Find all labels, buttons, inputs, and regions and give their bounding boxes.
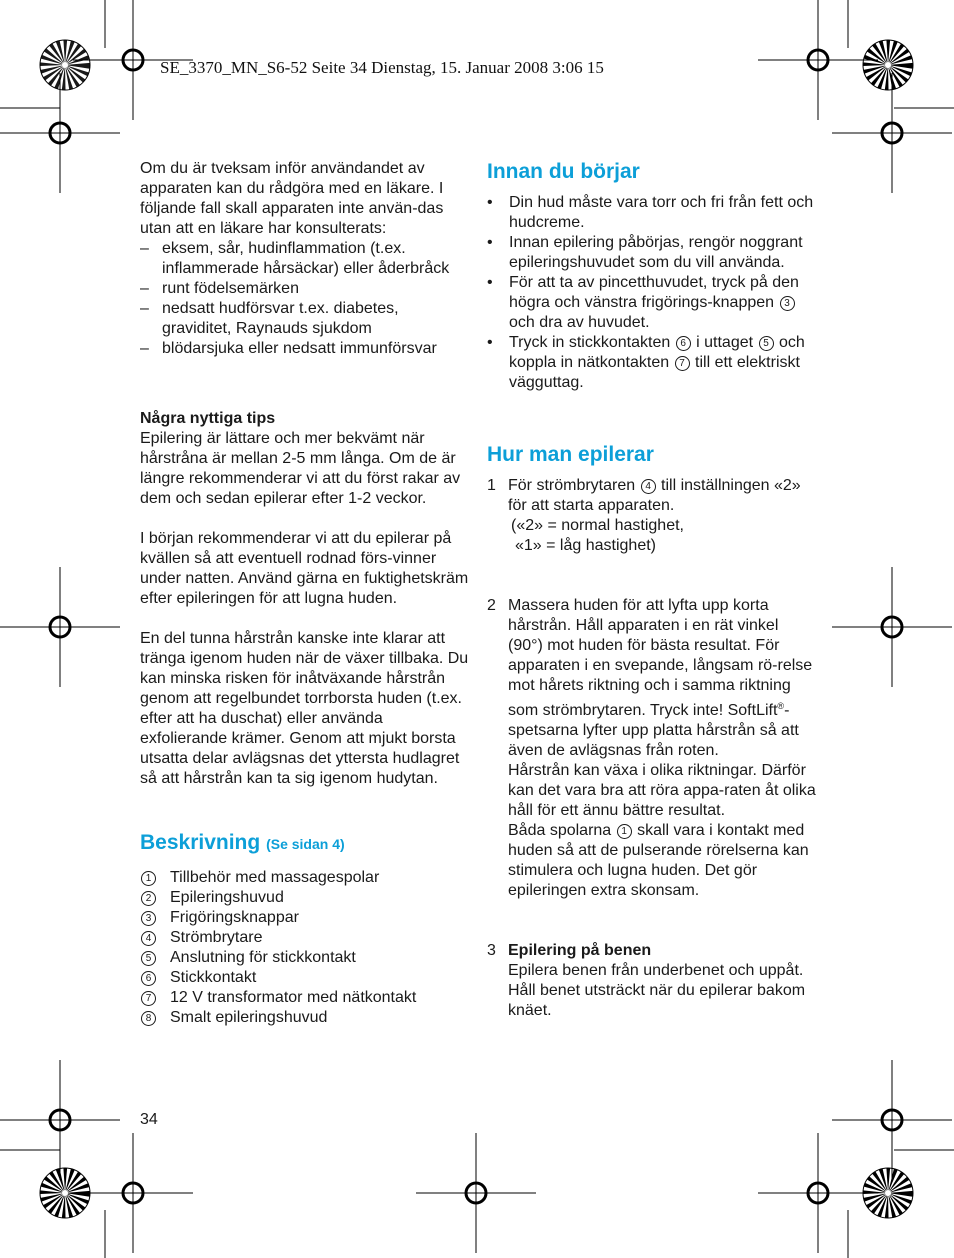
part-item bbox=[140, 928, 470, 948]
crosshair-mark bbox=[758, 1133, 878, 1253]
part-number: 6 bbox=[141, 971, 156, 986]
step-number: 1 bbox=[487, 477, 496, 494]
tips-paragraph-1: Epilering är lättare och mer bekvämt när hårstråna är mellan 2-5 mm långa. Om de är längre rekommenderar vi att du först rakar av dem och sedan epilerar efter 1-2 veckor. bbox=[140, 430, 461, 507]
crosshair-mark bbox=[0, 567, 120, 687]
part-number: 1 bbox=[141, 871, 156, 886]
bullet-item: • Din hud måste vara torr och fri från fett och hudcreme. bbox=[487, 193, 817, 233]
crosshair-mark bbox=[832, 1060, 952, 1180]
part-ref: 4 bbox=[641, 479, 656, 494]
left-column bbox=[140, 159, 470, 1028]
part-label: 12 V transformator med nätkontakt bbox=[170, 989, 417, 1006]
step-text: -spetsarna lyfter upp platta hårstrån så att även de avlägsnas från roten. bbox=[508, 702, 799, 759]
part-item bbox=[140, 988, 470, 1008]
part-item bbox=[140, 868, 470, 888]
bullet-item bbox=[487, 273, 817, 333]
crosshair-mark bbox=[0, 73, 120, 193]
part-number: 5 bbox=[141, 951, 156, 966]
how-to-epilate-title: Hur man epilerar bbox=[487, 443, 654, 466]
part-item bbox=[140, 888, 470, 908]
part-ref: 3 bbox=[780, 296, 795, 311]
step-text: Hårstrån kan växa i olika riktningar. Därför kan det vara bra att röra appa-raten åt olika håll för ett ännu bättre resultat. bbox=[508, 762, 816, 819]
part-ref: 5 bbox=[759, 336, 774, 351]
condition-item: – nedsatt hudförsvar t.ex. diabetes, graviditet, Raynauds sjukdom bbox=[140, 299, 470, 339]
bullet-text: i uttaget bbox=[696, 334, 754, 351]
part-item bbox=[140, 908, 470, 928]
before-you-start-list bbox=[487, 193, 817, 393]
part-label: Anslutning för stickkontakt bbox=[170, 949, 356, 966]
part-number: 4 bbox=[141, 931, 156, 946]
step-text: För strömbrytaren bbox=[508, 477, 636, 494]
description-title bbox=[140, 830, 470, 857]
step-number: 3 bbox=[487, 942, 496, 959]
part-label: Tillbehör med massagespolar bbox=[170, 869, 380, 886]
bullet-text: och dra av huvudet. bbox=[509, 314, 650, 331]
step-text bbox=[508, 821, 817, 901]
bullet-text: till ett elektriskt vägguttag. bbox=[509, 354, 800, 391]
bullet-text: och koppla in nätkontakten bbox=[509, 334, 805, 371]
part-label: Strömbrytare bbox=[170, 929, 263, 946]
condition-item: – eksem, sår, hudinflammation (t.ex. inflammerade hårsäckar) eller åderbråck bbox=[140, 239, 470, 279]
part-number: 7 bbox=[141, 991, 156, 1006]
part-label: Smalt epileringshuvud bbox=[170, 1009, 328, 1026]
step-number: 2 bbox=[487, 597, 496, 614]
part-ref: 1 bbox=[617, 824, 632, 839]
part-item bbox=[140, 968, 470, 988]
crosshair-mark bbox=[832, 73, 952, 193]
step-text: Epilera benen från underbenet och uppåt. Håll benet utsträckt när du epilerar bakom knäet. bbox=[508, 962, 806, 1019]
parts-list bbox=[140, 868, 470, 1028]
conditions-list bbox=[140, 239, 470, 359]
page-number: 34 bbox=[140, 1111, 158, 1128]
crosshair-mark bbox=[0, 1060, 120, 1180]
crosshair-mark bbox=[832, 567, 952, 687]
part-item bbox=[140, 948, 470, 968]
part-number: 3 bbox=[141, 911, 156, 926]
part-number: 8 bbox=[141, 1011, 156, 1026]
part-label: Epileringshuvud bbox=[170, 889, 284, 906]
bullet-item bbox=[487, 333, 817, 393]
bullet-item: • Innan epilering påbörjas, rengör noggrant epileringshuvudet som du vill använda. bbox=[487, 233, 817, 273]
condition-item: – runt födelsemärken bbox=[140, 279, 470, 299]
part-ref: 6 bbox=[676, 336, 691, 351]
step-text: Båda spolarna bbox=[508, 822, 612, 839]
tips-paragraph-3: En del tunna hårstrån kanske inte klarar att tränga igenom huden när de växer tillbaka. Du kan minska risken för inåtväxande hårstrån genom att regelbundet torrborsta huden (t.ex. efter att ha duschat) eller använda exfolierande krämer. Genom att mjukt borsta utsatta delar avlägsnas det yttersta hudlagret så att hårstrån kan ta sig igenom hudytan. bbox=[140, 630, 469, 787]
step-item bbox=[487, 596, 817, 901]
speed-low: «1» = låg hastighet) bbox=[515, 537, 656, 554]
print-slug-header: SE_3370_MN_S6-52 Seite 34 Dienstag, 15. Januar 2008 3:06 15 bbox=[160, 58, 604, 77]
bullet-text: För att ta av pincetthuvudet, tryck på den högra och vänstra frigörings-knappen bbox=[509, 274, 799, 311]
intro-paragraph: Om du är tveksam inför användandet av apparaten kan du rådgöra med en läkare. I följande fall skall apparaten inte använ-das utan att en läkare har konsulterats: bbox=[140, 160, 444, 237]
right-column bbox=[487, 159, 817, 1021]
tips-paragraph-2: I början rekommenderar vi att du epilerar på kvällen så att eventuell rodnad förs-vinner under natten. Använd gärna en fuktighetskräm efter epileringen för att lugna huden. bbox=[140, 530, 469, 607]
registered-mark: ® bbox=[777, 701, 785, 711]
part-label: Stickkontakt bbox=[170, 969, 257, 986]
step-item bbox=[487, 476, 817, 556]
step-heading: Epilering på benen bbox=[508, 942, 652, 959]
description-title-text: Beskrivning bbox=[140, 831, 261, 854]
part-label: Frigöringsknappar bbox=[170, 909, 299, 926]
speed-normal: («2» = normal hastighet, bbox=[511, 517, 684, 534]
steps-list bbox=[487, 476, 817, 1021]
before-you-start-title: Innan du börjar bbox=[487, 160, 640, 183]
bullet-text: Tryck in stickkontakten bbox=[509, 334, 671, 351]
part-item bbox=[140, 1008, 470, 1028]
step-text: skall vara i kontakt med huden så att de pulserande rörelserna kan stimulera och lugna huden. Det gör epileringen extra skonsam. bbox=[508, 822, 809, 899]
part-number: 2 bbox=[141, 891, 156, 906]
crosshair-mark bbox=[73, 1133, 193, 1253]
step-text: till inställningen «2» för att starta apparaten. bbox=[508, 477, 801, 514]
description-see-page: (Se sidan 4) bbox=[266, 836, 345, 852]
step-item bbox=[487, 941, 817, 1021]
crosshair-mark bbox=[416, 1133, 536, 1253]
step-text: Massera huden för att lyfta upp korta hårstrån. Håll apparaten i en rät vinkel (90°) mot huden för bästa resultat. För apparaten i en svepande, långsam rö-relse mot hårets riktning och i samma riktning som strömbrytaren. Tryck inte! SoftLift bbox=[508, 597, 813, 719]
part-ref: 7 bbox=[675, 356, 690, 371]
condition-item: – blödarsjuka eller nedsatt immunförsvar bbox=[140, 339, 470, 359]
crosshair-mark bbox=[758, 0, 878, 120]
tips-heading: Några nyttiga tips bbox=[140, 410, 276, 427]
